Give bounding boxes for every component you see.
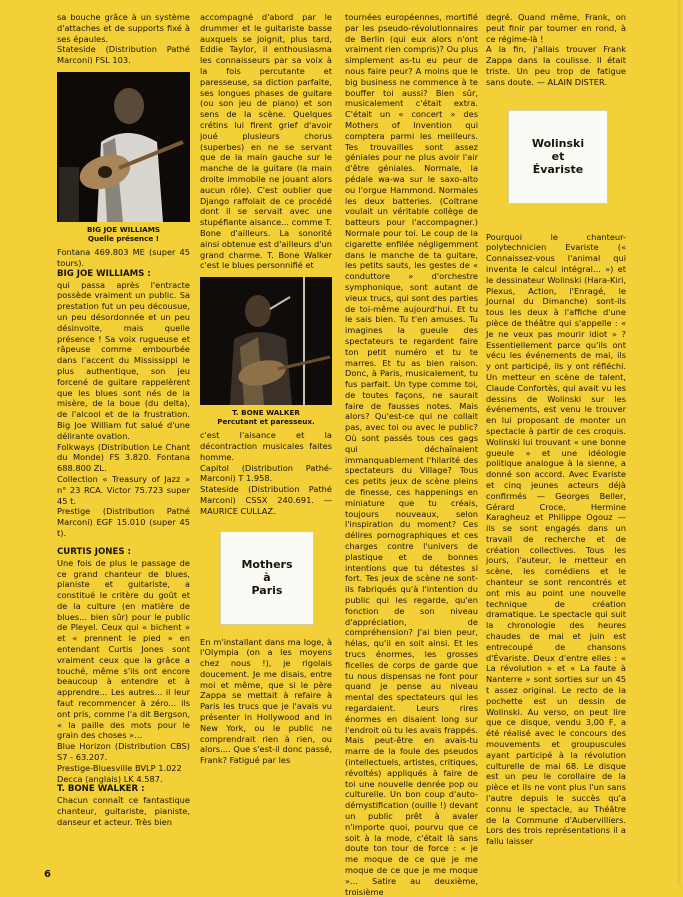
photo-t-bone-walker: [200, 277, 332, 405]
col2-text-1: accompagné d'abord par le drummer et le guitariste basse auxquels se joignit, plus tard, Eddie Taylor, il enthousiasma les connaisseurs par sa voix à la fois percutante et paresseuse, sa diction parfaite, ses longues phases de guitare (ou son jeu de piano) et son sens de la scène. Quelques crétins lui firent grief d'avoir joué plusieurs chorus (superbes) en ne se servant que de la main gauche sur le manche de la guitare (la main droite immobile ne jouant alors aucun rôle). C'est oublier que Django raffolait de ce procédé dont il se servait avec une stupéfiante aisance... comme T. Bone d'ailleurs. La sonorité ainsi obtenue est d'ailleurs d'un grand charme. T. Bone Walker c'est le blues personnifié et: [200, 12, 332, 271]
box-title-line-2: à: [263, 571, 271, 584]
box-title-line-3: Évariste: [532, 163, 584, 177]
photo-caption: [57, 225, 190, 243]
heading-curtis-jones: CURTIS JONES :: [57, 546, 131, 557]
page-number: 6: [44, 869, 51, 880]
col2-text-3: En m'installant dans ma loge, à l'Olympia (on a les moyens chez nous !), je rigolais doucement. Je me disais, entre moi et même, que si le père Zappa se mettait à refaire à Paris les trucs que je l'avais vu présenter in Hollywood and in New York, ou le public ne comprendrait rien à rien, ou alors.... Que s'est-il donc passé, Frank? Fatigué par les: [200, 636, 332, 766]
column-2: [200, 12, 332, 867]
singer-with-microphone-icon: [200, 277, 332, 405]
caption-name: BIG JOE WILLIAMS: [86, 224, 161, 234]
page-edge-shadow: [678, 0, 683, 886]
column-3: [345, 12, 478, 897]
box-title-line-2: et: [551, 150, 565, 164]
col1-bigjoe-text: qui passa après l'entracte possède vraiment un public. Sa prestation fut un peu décousue, un peu désordonnée et un peu désinvolte, mais quelle présence ! Sa voix rugueuse et râpeuse comme embourbée dans l'accent du Mississippi le plus authentique, son jeu forcené de guitare rappelèrent que les blues sont nés de la misère, de la boue (du delta), de l'alcool et de la frustration. Big Joe William fut salué d'une délirante ovation. Folkways (Distribution Le Chant du Monde) FS 3.820. Fontana 688.800 ZL. Collection « Treasury of Jazz » n° 23 RCA. Victor 75.723 super 45 t. Prestige (Distribution Pathé Marconi) EGF 15.010 (super 45 t).: [57, 279, 190, 538]
col1-tbone-text: Chacun connaît ce fantastique chanteur, guitariste, pianiste, danseur et acteur. Très bien: [57, 795, 190, 828]
photo-big-joe-williams: [57, 72, 190, 222]
col4-text-2: Pourquoi le chanteur-polytechnicien Evariste (« Connaissez-vous l'animal qui inventa le calcul intégral... ») et le dessinateur Wolinski (Hara-Kiri, Plexus, Action, l'Enragé, le Journal du Dimanche) sont-ils tous les deux à l'affiche d'une pièce de théâtre qui s'appelle : « Je ne veux pas mourir idiot » ? Essentiellement parce qu'ils ont vécu les événements de mai, ils y ont participé, ils y ont réfléchi. Un metteur en scène de talent, Claude Confortès, qui avait vu les dessins de Wolinski sur les événements, est venu le trouver en lui proposant de monter un spectacle à partir de ces croquis. Wolinski lui trouvant « une bonne gueule » et une idéologie politique analogue à la sienne, a donné son accord. Avec Evariste et cinq jeunes acteurs déjà confirmés — Georges Beller, Gérard Croce, Hermine Karagheuz et Philippe Ogouz — ils se sont engagés dans un travail de recherche et de création collectives. Tous les jours, l'auteur, le metteur en scène, les comédiens et le chanteur se sont rencontrés et ont mis au point une nouvelle technique de création dramatique. Le spectacle qui suit la chronologie des heures chaudes de mai et juin est entrecoupé de chansons d'Évariste. Deux d'entre elles : « La révolution » et « La faute à Nanterre » sont sorties sur un 45 t assez original. Le recto de la pochette est un dessin de Wolinski. Au verso, on peut lire que ce disque, vendu 3,00 F, a été réalisé avec le concours des mouvements et groupuscules ayant participé à la révolution culturelle de mai 68. Le disque est un peu le corollaire de la pièce et ils ne vont plus l'un sans l'autre depuis le succès qu'a connu le spectacle, au Théâtre de la Commune d'Aubervilliers. Lors des trois représentations il a fallu laisser: [486, 231, 626, 847]
heading-t-bone-walker: T. BONE WALKER :: [57, 784, 145, 795]
heading-big-joe-williams: BIG JOE WILLIAMS :: [57, 268, 151, 279]
column-1: [57, 12, 190, 867]
box-title-line-3: Paris: [251, 584, 283, 597]
caption-sub: Quelle présence !: [87, 233, 160, 243]
box-title-line-1: Mothers: [241, 558, 293, 571]
section-title-wolinski-et-evariste: [508, 110, 608, 204]
caption-sub: Percutant et paresseux.: [217, 417, 315, 427]
col4-text-1: degré. Quand même, Frank, on peut finir par tourner en rond, à ce régime-là ! A la fin, j'allais trouver Frank Zappa dans la coulisse. Il était triste. Un peu trop de fatigue sans doute. — ALAIN DISTER.: [486, 12, 626, 87]
column-4: [486, 12, 626, 867]
section-title-mothers-a-paris: [220, 531, 314, 625]
col2-text-2: c'est l'aisance et la décontraction musicales faites homme. Capitol (Distribution Pathé-Marconi) T 1.958. Stateside (Distribution Pathé Marconi) CSSX 240.691. — MAURICE CULLAZ.: [200, 430, 332, 516]
photo-caption: [200, 408, 332, 426]
guitarist-silhouette-icon: [57, 72, 190, 222]
box-title-line-1: Wolinski: [531, 137, 585, 151]
caption-name: T. BONE WALKER: [232, 408, 300, 418]
col1-after-photo: Fontana 469.803 ME (super 45 tours).: [57, 246, 190, 268]
col3-text: tournées européennes, mortifié par les pseudo-révolutionnaires de Berlin (qui eux alors n'ont vraiment rien compris)? Ou plus simplement as-tu eu peur de nous faire peur? A moins que le big business ne commence à te bouffer toi aussi? Bien sûr, musicalement c'était extra. C'était un « concert » des Mothers of Invention qui comptera parmi les meilleurs. Tes trouvailles sont assez géniales pour ne plus avoir l'air d'être géniales. Normale, la pédale wa-wa sur le saxo-alto ou l'orgue Hammond. Normales les deux batteries. (Coltrane voulait un véritable collège de batteurs pour l'accompagner.) Normale pour toi. Le coup de la cigarette enfilée négligemment dans le manche de ta guitare, les petits sauts, les gestes de « conduttore » d'orchestre symphonique, sont autant de vieux trucs, qui sont des parties de toi-même aujourd'hui. Et tu le sais bien. Tu t'en amuses. Tu imagines la gueule des spectateurs te regardent faire ton petit numéro et tu te marres. Et tu as bien raison. Donc, à Paris, musicalement, tu fus parfait. Un type comme toi, de toutes façons, ne saurait faire de fausses notes. Mais alors? Qu'est-ce qui ne collait pas, avec toi ou avec le public? Où sont passés tous ces gags qui déchaînaient immanquablement l'hilarité des spectateurs du Village? Tous ces petits jeux de scène pleins de finesse, ces happenings en miniature que tu créais, toujours nouveaux, selon l'inspiration du moment? Ces délires pornographiques et ces charges contre l'univers de plastique et de bonnes intentions que tu détestes si fort. Tes jeux de scène ne sont-ils fabriqués qu'à l'intention du public qui les regarde, qu'en fonction de son niveau d'appréciation, de compréhension? J'ai bien peur, hélas, qu'il en soit ainsi. Et les trucs énormes, les grosses ficelles de corps de garde que tu nous dispensas ne font pour quand je pense au niveau mental des spectateurs qui les regardaient. Leurs rires énormes en disaient long sur l'endroit où tu les avais frappés. Mais peut-être en avais-tu marre de la foule des pseudos (intellectuels, artistes, critiques, révoltés) appliqués à faire de toi une nouvelle denrée pop ou culturelle. Un bon coup d'auto-démystification (ouille !) devant un public prêt à avaler n'importe quoi, pourvu que ce soit à la mode, c'était là sans doute ton tour de force : « je me moque de ce que je me moque de ce que je me moque »... Satire au deuxième, troisième: [345, 12, 478, 897]
col1-curtis-text: Une fois de plus le passage de ce grand chanteur de blues, pianiste et guitariste, a constitué le critère du goût et de la culture (en matière de blues... bien sûr) pour le public de Pleyel. Ceux qui « bichent » et « prennent le pied » en entendant Curtis Jones sont vraiment ceux que la grâce a touché, même s'ils ont encore beaucoup à entendre et à apprendre... Les autres... il leur faut recommencer à zéro... ils ont pris, comme l'a dit Bergson, « la paille des mots pour le grain des choses »... Blue Horizon (Distribution CBS) S7 - 63.207. Prestige-Bluesville BVLP 1.022 Decca (anglais) LK 4.587.: [57, 557, 190, 784]
col1-intro: sa bouche grâce à un système d'attaches et de supports fixé à ses épaules. Stateside (Distribution Pathé Marconi) FSL 103.: [57, 12, 190, 66]
